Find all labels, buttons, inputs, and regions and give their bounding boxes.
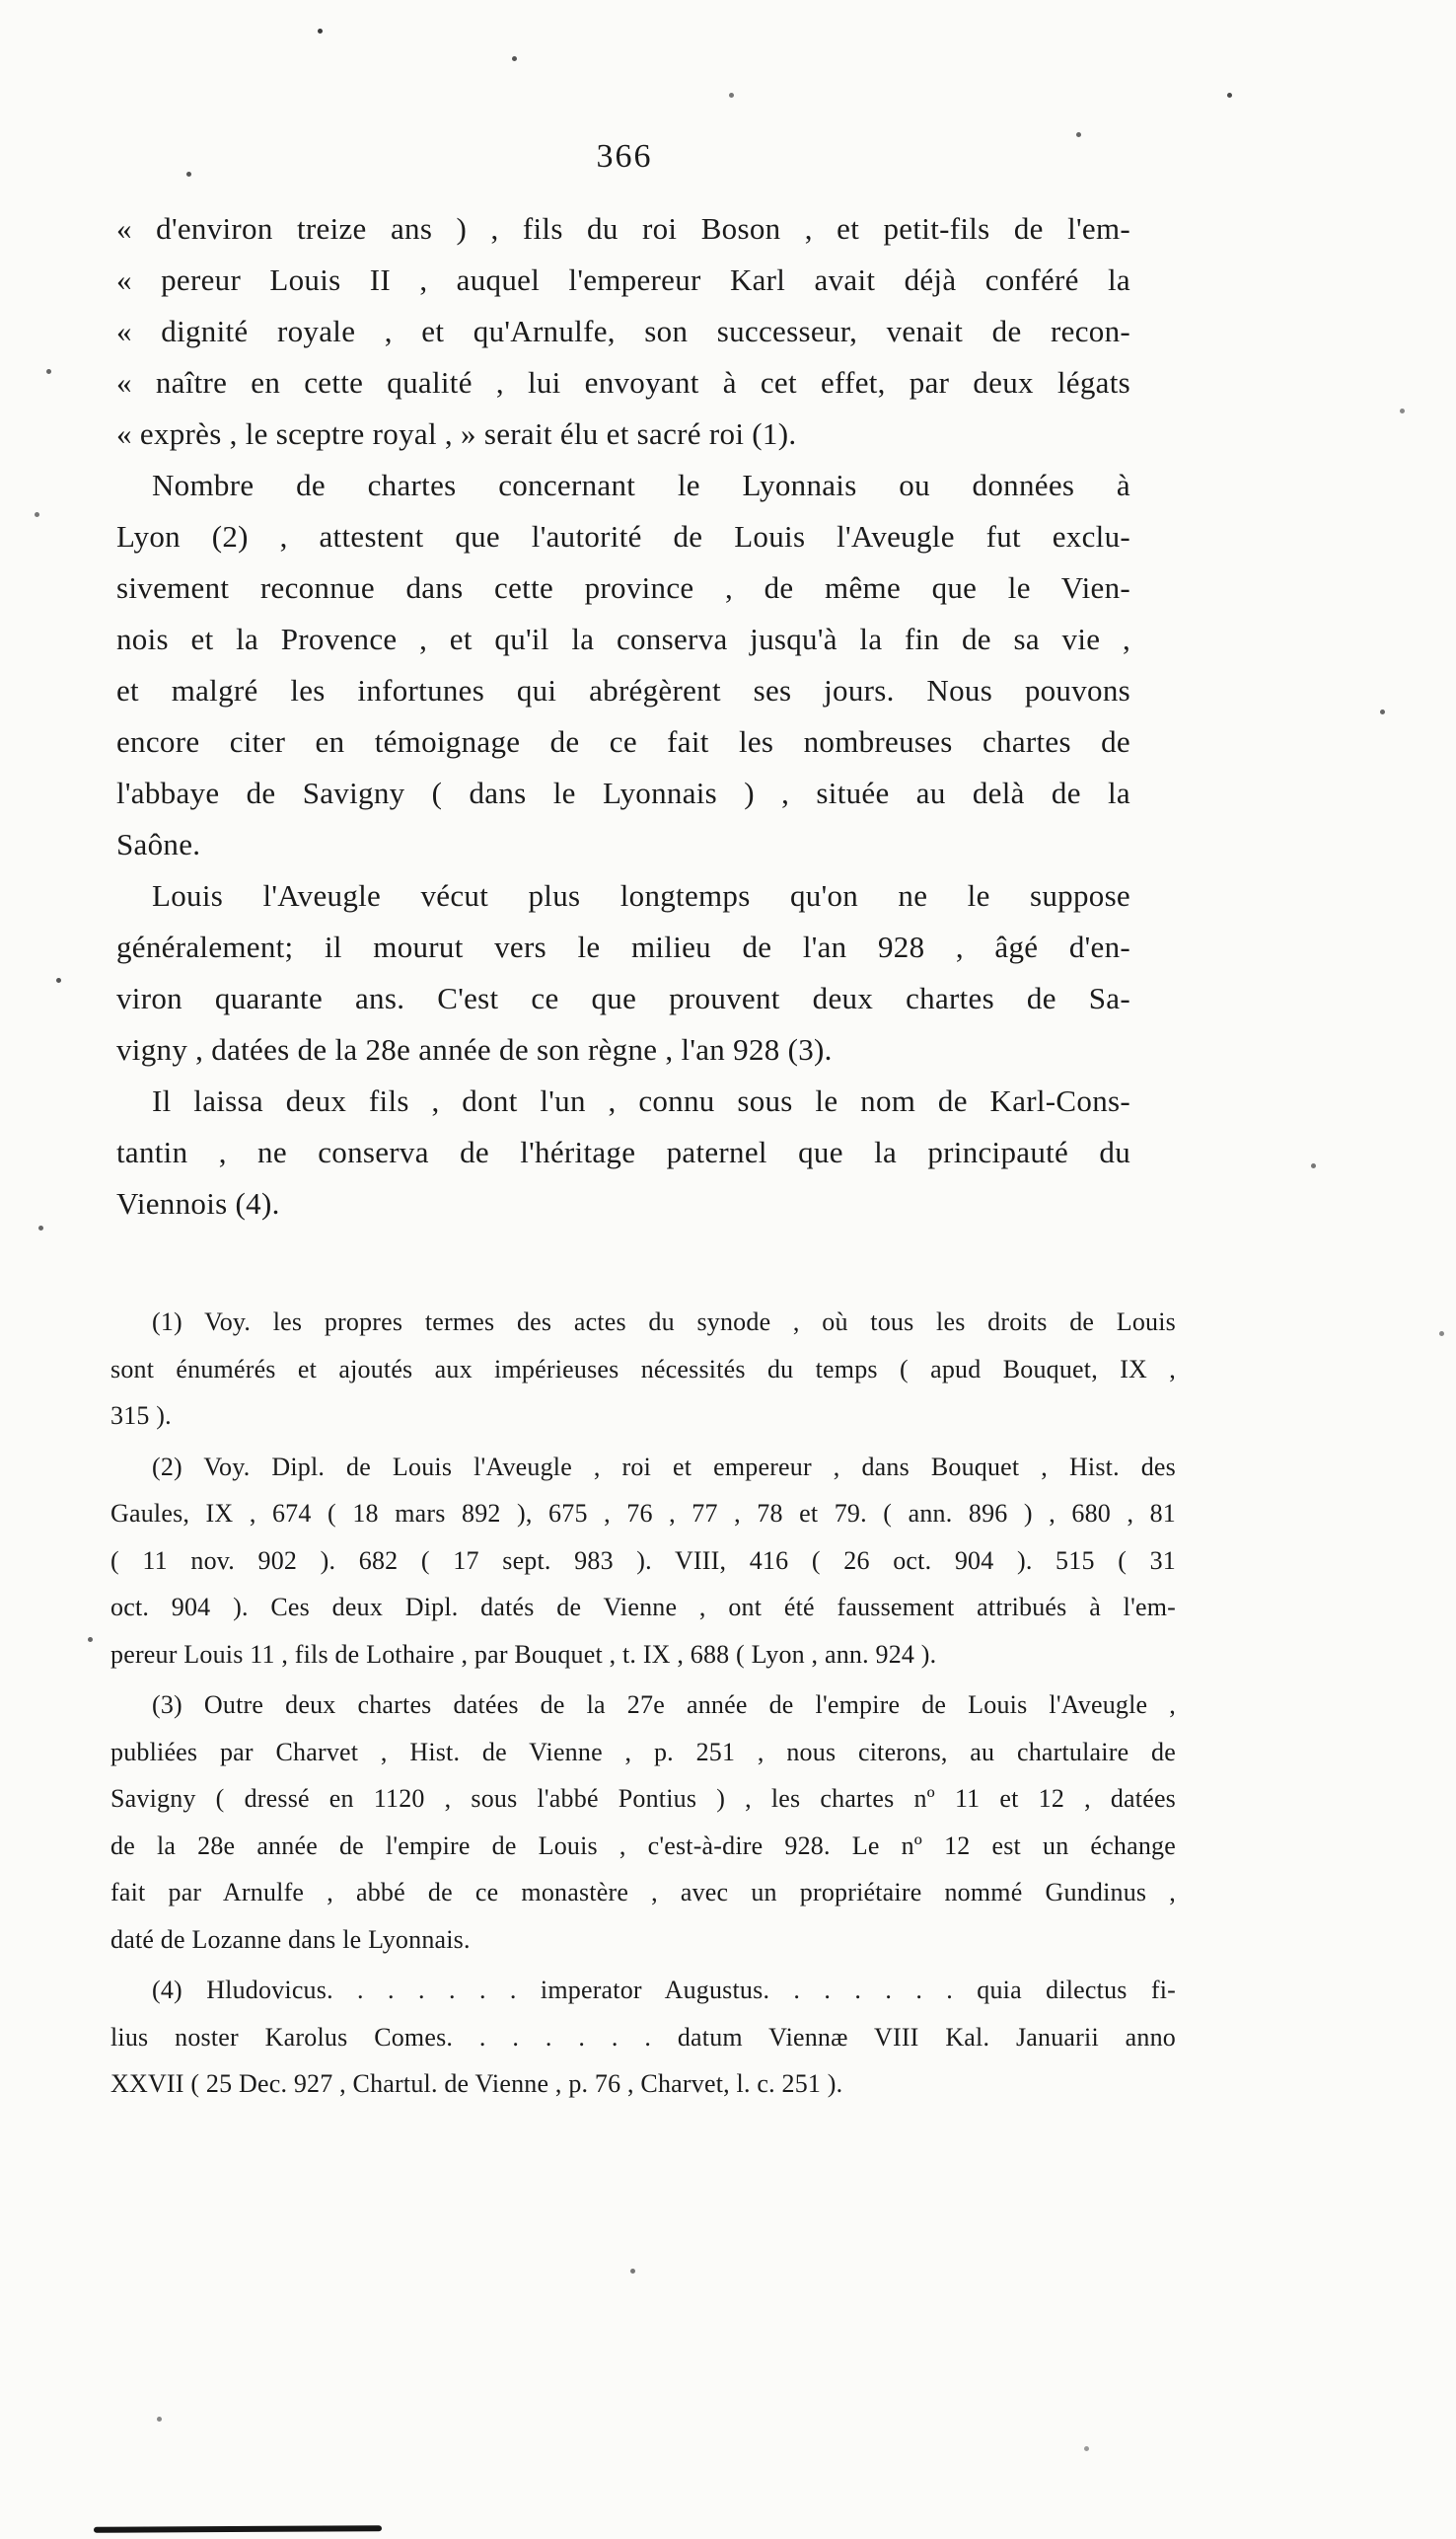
body-text-line: Louis l'Aveugle vécut plus longtemps qu'on ne le suppose: [152, 878, 1130, 913]
footnote-text-line: daté de Lozanne dans le Lyonnais.: [110, 1924, 471, 1954]
footnote-text-line: (4) Hludovicus. . . . . . . imperator Augustus. . . . . . . quia dilectus fi-: [152, 1976, 1176, 2004]
body-text-line: Lyon (2) , attestent que l'autorité de Louis l'Aveugle fut exclu-: [116, 519, 1130, 554]
body-text-line: tantin , ne conserva de l'héritage paternel que la principauté du: [116, 1135, 1130, 1169]
body-text-line: l'abbaye de Savigny ( dans le Lyonnais ) , située au delà de la: [116, 776, 1130, 810]
body-text-line: Il laissa deux fils , dont l'un , connu sous le nom de Karl-Cons-: [152, 1083, 1130, 1118]
scan-edge-artifact: [94, 2525, 382, 2533]
footnote-text-line: XXVII ( 25 Dec. 927 , Chartul. de Vienne , p. 76 , Charvet, l. c. 251 ).: [110, 2069, 843, 2098]
body-text-line: Viennois (4).: [116, 1186, 280, 1221]
body-text-line: « d'environ treize ans ) , fils du roi Boson , et petit-fils de l'em-: [116, 211, 1130, 246]
footnote-text-line: Gaules, IX , 674 ( 18 mars 892 ), 675 , 76 , 77 , 78 et 79. ( ann. 896 ) , 680 , 81: [110, 1499, 1176, 1528]
body-text-line: « pereur Louis II , auquel l'empereur Karl avait déjà conféré la: [116, 262, 1130, 297]
body-text-line: encore citer en témoignage de ce fait les nombreuses chartes de: [116, 724, 1130, 759]
footnote-text-line: sont énumérés et ajoutés aux impérieuses nécessités du temps ( apud Bouquet, IX ,: [110, 1354, 1176, 1383]
footnote-text-line: 315 ).: [110, 1401, 172, 1430]
footnote-text-line: (1) Voy. les propres termes des actes du synode , où tous les droits de Louis: [152, 1307, 1176, 1336]
body-text-line: nois et la Provence , et qu'il la conserva jusqu'à la fin de sa vie ,: [116, 622, 1130, 656]
footnote-text-line: lius noster Karolus Comes. . . . . . . datum Viennæ VIII Kal. Januarii anno: [110, 2022, 1176, 2052]
body-text-line: généralement; il mourut vers le milieu de l'an 928 , âgé d'en-: [116, 930, 1130, 964]
body-text-line: sivement reconnue dans cette province , de même que le Vien-: [116, 570, 1130, 605]
footnote-text-line: (2) Voy. Dipl. de Louis l'Aveugle , roi et empereur , dans Bouquet , Hist. des: [152, 1452, 1176, 1481]
body-text-line: « exprès , le sceptre royal , » serait élu et sacré roi (1).: [116, 416, 797, 451]
body-text-line: et malgré les infortunes qui abrégèrent ses jours. Nous pouvons: [116, 673, 1130, 708]
footnote-text-line: pereur Louis 11 , fils de Lothaire , par Bouquet , t. IX , 688 ( Lyon , ann. 924 ).: [110, 1639, 937, 1669]
body-text-line: vigny , datées de la 28e année de son règne , l'an 928 (3).: [116, 1032, 833, 1067]
footnote-text-line: fait par Arnulfe , abbé de ce monastère , avec un propriétaire nommé Gundinus ,: [110, 1878, 1176, 1906]
body-text-line: « dignité royale , et qu'Arnulfe, son successeur, venait de recon-: [116, 314, 1130, 348]
footnote-text-line: de la 28e année de l'empire de Louis , c'est-à-dire 928. Le nº 12 est un échange: [110, 1830, 1176, 1860]
footnote-text-line: ( 11 nov. 902 ). 682 ( 17 sept. 983 ). VIII, 416 ( 26 oct. 904 ). 515 ( 31: [110, 1545, 1176, 1575]
body-text-line: « naître en cette qualité , lui envoyant à cet effet, par deux légats: [116, 365, 1130, 400]
footnote-text-line: (3) Outre deux chartes datées de la 27e année de l'empire de Louis l'Aveugle ,: [152, 1690, 1176, 1719]
footnotes-block: [110, 1299, 1176, 2108]
footnote-text-line: oct. 904 ). Ces deux Dipl. datés de Vienne , ont été faussement attribués à l'em-: [110, 1593, 1176, 1621]
body-text-block: [116, 203, 1130, 1230]
body-text-line: viron quarante ans. C'est ce que prouvent deux chartes de Sa-: [116, 981, 1130, 1015]
footnote-text-line: Savigny ( dressé en 1120 , sous l'abbé Pontius ) , les chartes nº 11 et 12 , datées: [110, 1784, 1176, 1813]
body-text-line: Saône.: [116, 827, 201, 861]
footnote-text-line: publiées par Charvet , Hist. de Vienne , p. 251 , nous citerons, au chartulaire de: [110, 1737, 1176, 1766]
page-number: 366: [596, 138, 653, 175]
body-text-line: Nombre de chartes concernant le Lyonnais ou données à: [152, 468, 1130, 502]
scan-speckles: [0, 0, 3, 3]
